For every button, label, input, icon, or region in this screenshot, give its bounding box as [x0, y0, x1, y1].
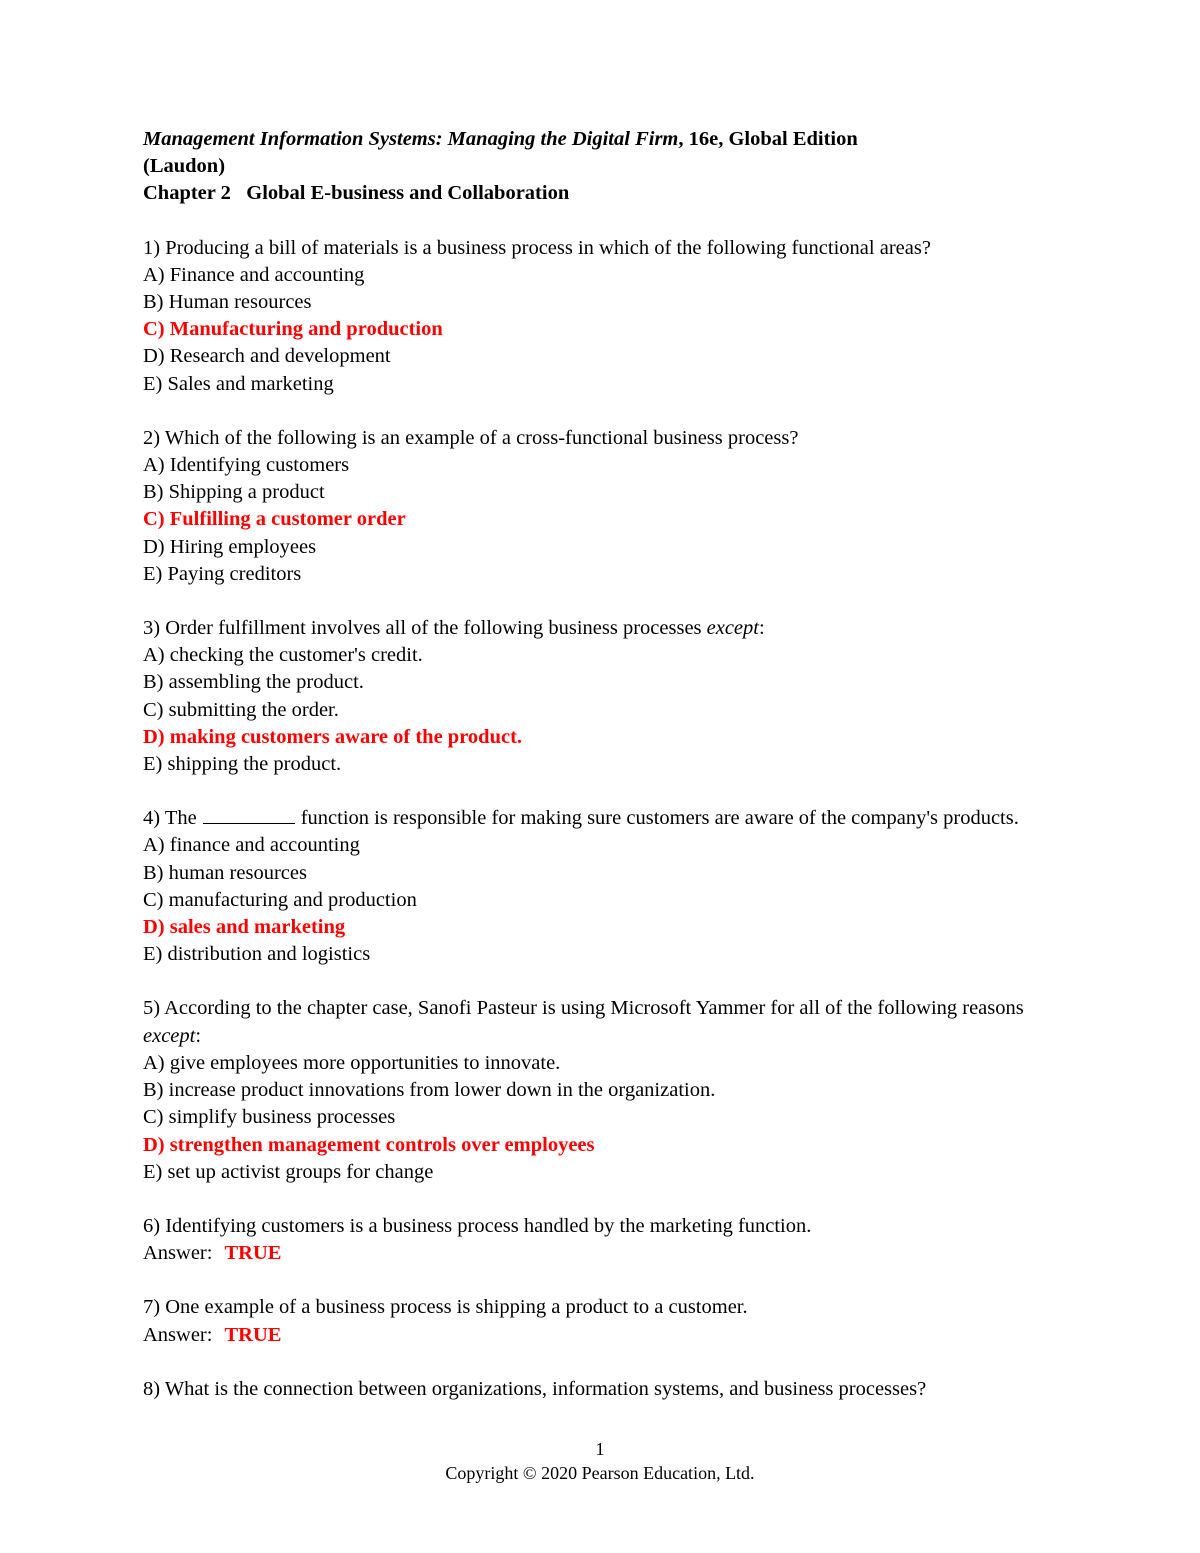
option-c: C) simplify business processes [143, 1106, 396, 1129]
correct-option-d: D) sales and marketing [143, 916, 346, 939]
question-stem: 6) Identifying customers is a business process handled by the marketing function. [143, 1214, 812, 1237]
answer-label: Answer: [143, 1323, 213, 1346]
option-a: A) Identifying customers [143, 454, 350, 477]
book-edition: , 16e, Global Edition [678, 128, 858, 150]
question-5 [143, 995, 1063, 1185]
book-title-line [143, 126, 1063, 153]
correct-option-c: C) Fulfilling a customer order [143, 508, 406, 531]
question-2 [143, 425, 1063, 588]
correct-option-d: D) making customers aware of the product. [143, 725, 523, 748]
option-e: E) distribution and logistics [143, 943, 371, 966]
answer-label: Answer: [143, 1242, 213, 1265]
stem-text: 3) Order fulfillment involves all of the following business processes [143, 617, 702, 640]
option-c: C) manufacturing and production [143, 888, 417, 911]
option-b: B) human resources [143, 861, 307, 884]
stem-end: : [758, 617, 765, 640]
page-number: 1 [595, 1439, 605, 1459]
stem-post: function is responsible for making sure customers are aware of the company's products. [300, 807, 1019, 830]
question-stem: 1) Producing a bill of materials is a business process in which of the following functional areas? [143, 236, 931, 259]
stem-end: : [195, 1024, 202, 1047]
copyright-notice: Copyright © 2020 Pearson Education, Ltd. [445, 1463, 755, 1483]
option-d: D) Research and development [143, 345, 391, 368]
stem-emphasis: except [706, 617, 759, 640]
question-stem: 2) Which of the following is an example of a cross-functional business process? [143, 426, 799, 449]
option-b: B) Human resources [143, 291, 312, 314]
option-e: E) Paying creditors [143, 562, 302, 585]
option-b: B) increase product innovations from lower down in the organization. [143, 1079, 716, 1102]
question-7 [143, 1294, 1063, 1348]
option-c: C) submitting the order. [143, 698, 339, 721]
fill-in-blank [203, 805, 295, 824]
answer-value: TRUE [224, 1242, 282, 1265]
book-author: (Laudon) [143, 155, 226, 178]
question-4 [143, 805, 1063, 968]
question-stem [143, 805, 1063, 832]
answer-line [143, 1322, 1063, 1349]
question-stem [143, 615, 1063, 642]
option-a: A) give employees more opportunities to innovate. [143, 1051, 561, 1074]
stem-pre: 4) The [143, 807, 197, 830]
stem-emphasis: except [143, 1024, 196, 1047]
question-6 [143, 1213, 1063, 1267]
chapter-label: Chapter 2 [143, 182, 231, 205]
answer-line [143, 1240, 1063, 1267]
option-d: D) Hiring employees [143, 535, 317, 558]
option-b: B) Shipping a product [143, 481, 325, 504]
correct-option-c: C) Manufacturing and production [143, 318, 443, 341]
option-b: B) assembling the product. [143, 671, 364, 694]
answer-value: TRUE [224, 1323, 282, 1346]
chapter-heading [143, 180, 1063, 207]
option-e: E) Sales and marketing [143, 372, 334, 395]
option-a: A) Finance and accounting [143, 263, 365, 286]
chapter-title: Global E-business and Collaboration [246, 182, 570, 205]
correct-option-d: D) strengthen management controls over employees [143, 1133, 595, 1156]
question-stem: 7) One example of a business process is shipping a product to a customer. [143, 1296, 748, 1319]
question-stem [143, 995, 1063, 1049]
option-a: A) checking the customer's credit. [143, 644, 423, 667]
option-e: E) shipping the product. [143, 753, 342, 776]
question-stem: 8) What is the connection between organizations, information systems, and business processes? [143, 1377, 927, 1400]
question-8 [143, 1376, 1063, 1403]
option-e: E) set up activist groups for change [143, 1160, 434, 1183]
question-3 [143, 615, 1063, 778]
book-title: Management Information Systems: Managing the Digital Firm [143, 128, 679, 150]
option-a: A) finance and accounting [143, 834, 360, 857]
question-1 [143, 235, 1063, 398]
stem-text: 5) According to the chapter case, Sanofi Pasteur is using Microsoft Yammer for all of the following reasons [143, 997, 1024, 1020]
document-page [143, 126, 1063, 1403]
